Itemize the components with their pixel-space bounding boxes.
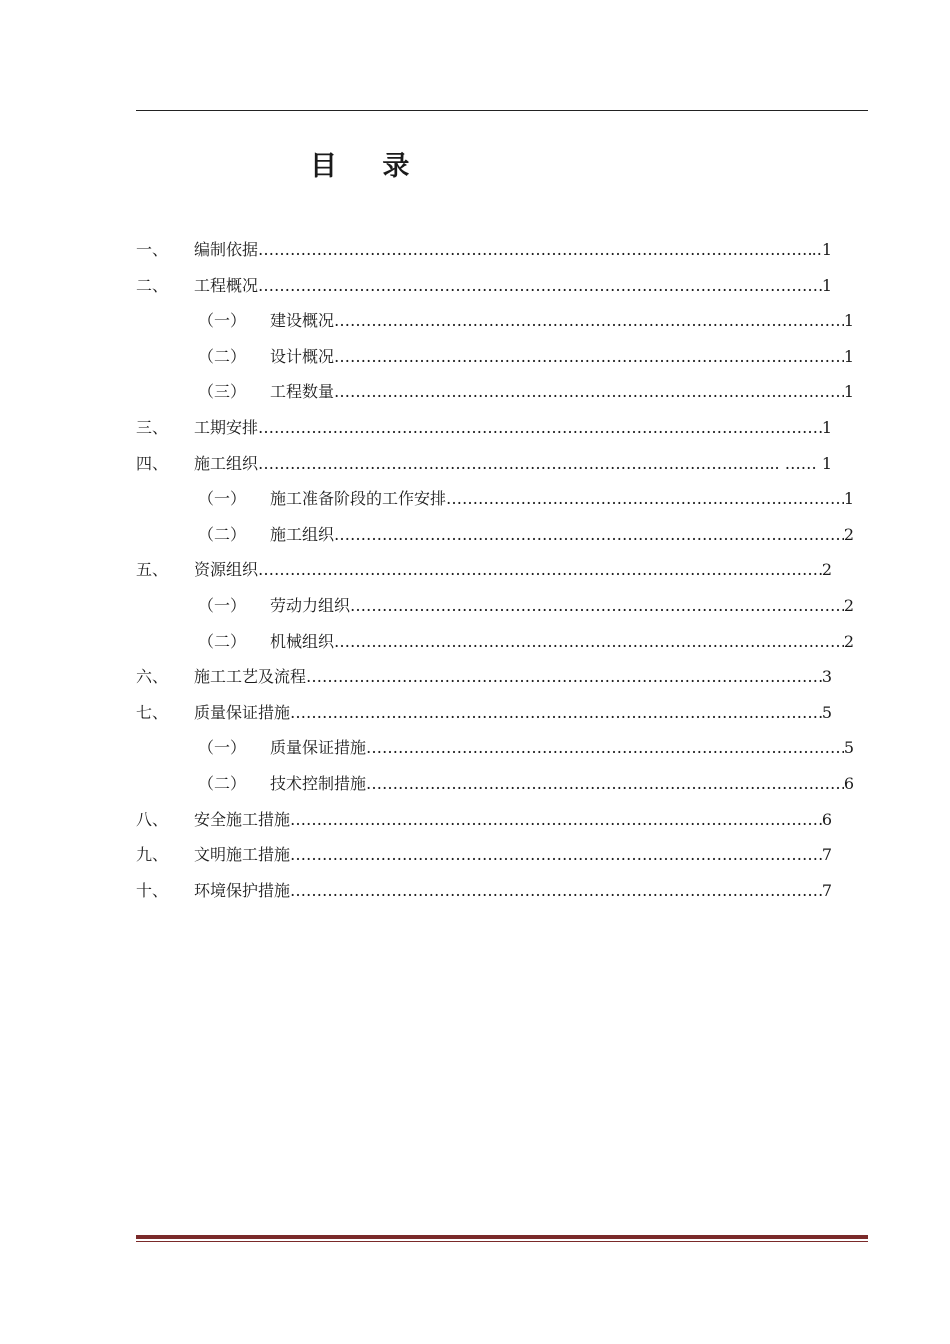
toc-entry-title: 工程数量 [270,382,335,402]
toc-entry-body [194,802,832,838]
toc-dot-leader [290,802,822,838]
toc-entry-body [270,374,854,410]
toc-dot-leader [334,339,844,375]
toc-entry-number: （一） [198,489,247,509]
footer-rule-thick [136,1235,868,1239]
toc-entry-title: 设计概况 [270,346,335,366]
toc-dot-leader [334,374,844,410]
toc-entry-number: （二） [198,631,247,651]
toc-entry[interactable] [136,303,856,339]
toc-entry-body [194,232,832,268]
toc-entry-title: 施工准备阶段的工作安排 [270,489,447,509]
toc-entry[interactable] [136,837,856,873]
toc-entry-body [194,268,832,304]
toc-entry[interactable] [136,766,856,802]
toc-entry-body [270,517,854,553]
toc-dot-leader [366,766,844,802]
toc-dot-leader [334,624,844,660]
toc-dot-leader [306,659,822,695]
toc-entry-title: 质量保证措施 [194,702,291,722]
header-rule [136,110,868,111]
toc-entry-title: 环境保护措施 [194,880,291,900]
toc-entry[interactable] [136,517,856,553]
toc-entry[interactable] [136,552,856,588]
toc-dot-leader [290,873,822,909]
toc-entry-page: 5 [843,738,854,758]
toc-entry-page: 1 [843,489,854,509]
toc-entry-number: 十、 [136,880,169,900]
toc-entry[interactable] [136,624,856,660]
toc-entry-page: 1 [843,346,854,366]
toc-entry-body [270,481,854,517]
toc-entry-body [270,303,854,339]
toc-entry-number: 四、 [136,453,169,473]
toc-entry-number: （二） [198,773,247,793]
toc-entry-body [194,659,832,695]
toc-entry-title: 安全施工措施 [194,809,291,829]
toc-entry-title: 质量保证措施 [270,738,367,758]
toc-entry-number: 一、 [136,240,169,259]
toc-entry-page: 6 [843,773,854,793]
toc-entry-title: 劳动力组织 [270,595,351,615]
toc-entry-page: 2 [821,560,832,580]
toc-entry-page: 5 [821,702,832,722]
toc-entry-body [194,873,832,909]
toc-entry-number: 五、 [136,560,169,580]
toc-entry-title: 施工组织 [194,453,259,473]
toc-dot-leader [258,268,822,304]
toc-dot-leader [290,695,822,731]
toc-entry-number: （一） [198,738,247,758]
toc-entry-page: .. …… 1 [769,453,832,473]
toc-dot-leader [290,837,822,873]
toc-entry-page: 2 [843,631,854,651]
toc-entry-body [194,695,832,731]
toc-entry-number: （二） [198,524,247,544]
toc-entry-title: 工程概况 [194,275,259,295]
toc-entry[interactable] [136,695,856,731]
toc-entry-title: 技术控制措施 [270,773,367,793]
toc-entry-body [194,552,832,588]
toc-dot-leader [350,588,844,624]
page-title: 目 录 [310,151,428,182]
toc-entry[interactable] [136,446,856,482]
toc-entry-number: （三） [198,382,247,402]
toc-entry-body [270,730,854,766]
toc-entry-title: 资源组织 [194,560,259,580]
toc-entry-title: 施工组织 [270,524,335,544]
toc-entry-body [194,446,832,482]
toc-dot-leader [258,552,822,588]
toc-entry-page: 2 [843,595,854,615]
toc-entry[interactable] [136,339,856,375]
toc-entry-page: 7 [821,880,832,900]
toc-entry-number: 三、 [136,417,169,437]
toc-entry-number: 二、 [136,275,169,295]
toc-entry-page: 7 [821,845,832,865]
toc-entry-title: 工期安排 [194,417,259,437]
toc-entry[interactable] [136,659,856,695]
toc-dot-leader [446,481,844,517]
toc-dot-leader [366,730,844,766]
toc-entry-body [270,339,854,375]
toc-entry-page: 2 [843,524,854,544]
toc-entry-title: 编制依据 [194,240,259,259]
toc-entry[interactable] [136,588,856,624]
toc-entry[interactable] [136,410,856,446]
toc-entry-body [194,410,832,446]
toc-entry-number: （一） [198,595,247,615]
toc-dot-leader [258,410,822,446]
toc-entry-title: 文明施工措施 [194,845,291,865]
toc-entry-body [270,588,854,624]
toc-entry[interactable] [136,802,856,838]
toc-entry-page: ..1 [811,240,832,259]
table-of-contents [136,232,856,908]
toc-entry-number: （二） [198,346,247,366]
toc-entry-number: 八、 [136,809,169,829]
toc-entry[interactable] [136,481,856,517]
toc-entry-body [270,624,854,660]
toc-entry-page: 1 [843,382,854,402]
toc-entry[interactable] [136,873,856,909]
toc-entry-page: 1 [843,311,854,331]
toc-dot-leader [334,517,844,553]
toc-entry-page: 3 [821,667,832,687]
toc-entry-title: 机械组织 [270,631,335,651]
footer-rule [136,1235,868,1242]
toc-entry-number: 七、 [136,702,169,722]
toc-entry-title: 施工工艺及流程 [194,667,307,687]
toc-entry[interactable] [136,232,856,268]
toc-entry-number: （一） [198,311,247,331]
toc-dot-leader [334,303,844,339]
toc-entry-page: 1 [821,275,832,295]
toc-dot-leader [258,232,812,268]
toc-entry[interactable] [136,374,856,410]
toc-entry[interactable] [136,268,856,304]
toc-entry-page: 1 [821,417,832,437]
toc-entry-body [194,837,832,873]
toc-entry-number: 九、 [136,845,169,865]
toc-entry-number: 六、 [136,667,169,687]
toc-entry-title: 建设概况 [270,311,335,331]
toc-dot-leader [258,446,769,482]
footer-rule-thin [136,1241,868,1242]
toc-entry[interactable] [136,730,856,766]
toc-entry-body [270,766,854,802]
toc-entry-page: 6 [821,809,832,829]
